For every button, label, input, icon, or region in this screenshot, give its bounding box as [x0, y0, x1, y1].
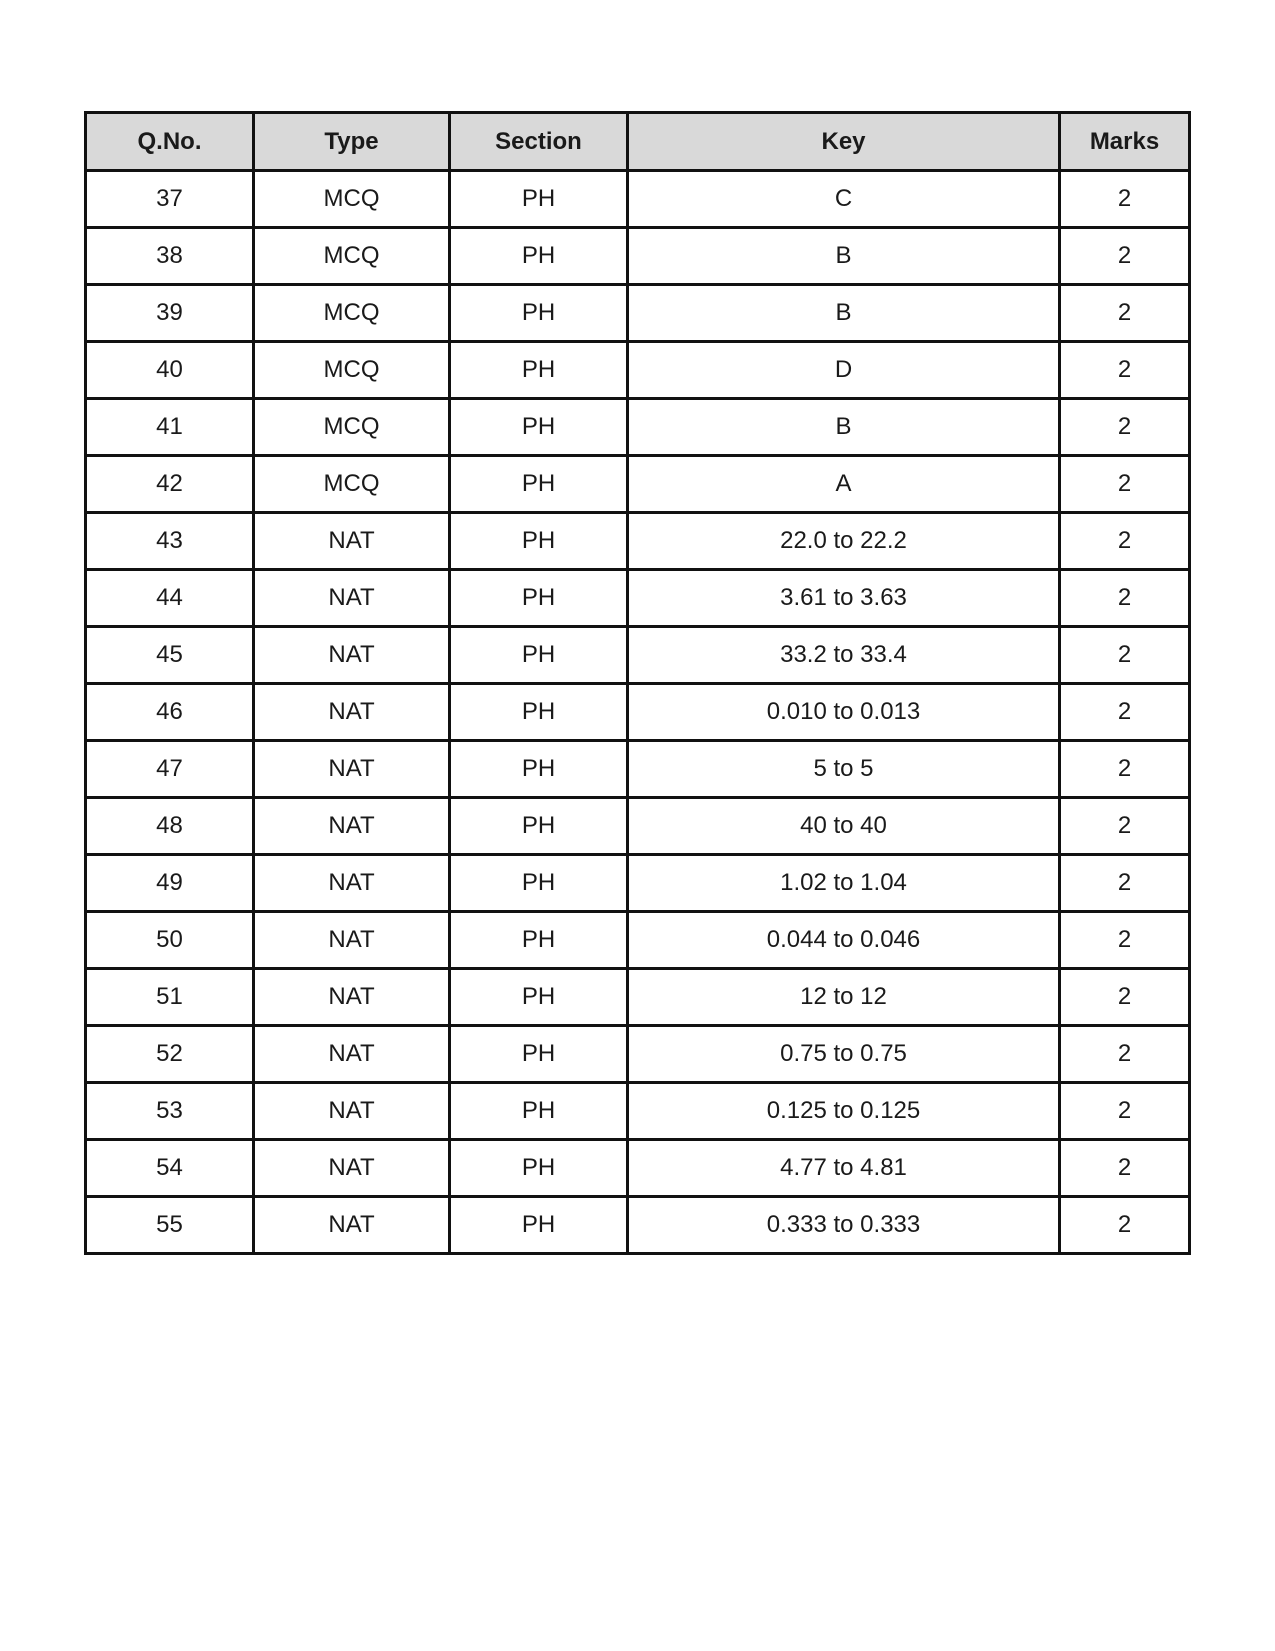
table-row [86, 228, 1190, 285]
cell-marks: 2 [1060, 399, 1190, 456]
cell-section: PH [450, 1140, 628, 1197]
cell-marks: 2 [1060, 342, 1190, 399]
answer-key-table [84, 111, 1191, 1255]
table-row [86, 1083, 1190, 1140]
table-row [86, 1026, 1190, 1083]
cell-qno: 55 [86, 1197, 254, 1254]
cell-marks: 2 [1060, 969, 1190, 1026]
cell-qno: 40 [86, 342, 254, 399]
cell-type: MCQ [254, 285, 450, 342]
cell-type: NAT [254, 570, 450, 627]
cell-key: 4.77 to 4.81 [628, 1140, 1060, 1197]
cell-qno: 46 [86, 684, 254, 741]
cell-marks: 2 [1060, 741, 1190, 798]
cell-type: MCQ [254, 228, 450, 285]
cell-key: 0.010 to 0.013 [628, 684, 1060, 741]
table-body [86, 171, 1190, 1254]
cell-marks: 2 [1060, 228, 1190, 285]
table-row [86, 1140, 1190, 1197]
cell-section: PH [450, 855, 628, 912]
cell-section: PH [450, 741, 628, 798]
cell-type: NAT [254, 627, 450, 684]
table-row [86, 912, 1190, 969]
header-section: Section [450, 113, 628, 171]
cell-section: PH [450, 456, 628, 513]
cell-marks: 2 [1060, 570, 1190, 627]
cell-marks: 2 [1060, 684, 1190, 741]
table-row [86, 798, 1190, 855]
cell-key: 0.333 to 0.333 [628, 1197, 1060, 1254]
cell-qno: 48 [86, 798, 254, 855]
cell-section: PH [450, 228, 628, 285]
cell-key: 40 to 40 [628, 798, 1060, 855]
cell-key: 0.044 to 0.046 [628, 912, 1060, 969]
header-type: Type [254, 113, 450, 171]
cell-qno: 50 [86, 912, 254, 969]
cell-marks: 2 [1060, 1026, 1190, 1083]
cell-marks: 2 [1060, 1083, 1190, 1140]
cell-marks: 2 [1060, 627, 1190, 684]
cell-qno: 52 [86, 1026, 254, 1083]
cell-key: 0.125 to 0.125 [628, 1083, 1060, 1140]
cell-qno: 41 [86, 399, 254, 456]
cell-marks: 2 [1060, 855, 1190, 912]
cell-qno: 38 [86, 228, 254, 285]
cell-marks: 2 [1060, 513, 1190, 570]
cell-qno: 39 [86, 285, 254, 342]
cell-type: MCQ [254, 171, 450, 228]
cell-section: PH [450, 171, 628, 228]
table-row [86, 342, 1190, 399]
cell-marks: 2 [1060, 912, 1190, 969]
cell-section: PH [450, 627, 628, 684]
cell-type: NAT [254, 969, 450, 1026]
cell-section: PH [450, 969, 628, 1026]
cell-type: NAT [254, 1083, 450, 1140]
header-marks: Marks [1060, 113, 1190, 171]
table-row [86, 171, 1190, 228]
cell-qno: 54 [86, 1140, 254, 1197]
cell-section: PH [450, 342, 628, 399]
cell-type: NAT [254, 798, 450, 855]
cell-marks: 2 [1060, 285, 1190, 342]
table-row [86, 285, 1190, 342]
cell-type: NAT [254, 513, 450, 570]
table-row [86, 969, 1190, 1026]
cell-key: C [628, 171, 1060, 228]
cell-qno: 43 [86, 513, 254, 570]
cell-key: B [628, 228, 1060, 285]
table-header [86, 113, 1190, 171]
cell-section: PH [450, 1083, 628, 1140]
cell-marks: 2 [1060, 1197, 1190, 1254]
cell-type: NAT [254, 912, 450, 969]
cell-key: 1.02 to 1.04 [628, 855, 1060, 912]
table-row [86, 570, 1190, 627]
cell-section: PH [450, 513, 628, 570]
cell-section: PH [450, 1197, 628, 1254]
table-row [86, 1197, 1190, 1254]
table-row [86, 456, 1190, 513]
cell-qno: 45 [86, 627, 254, 684]
cell-key: 3.61 to 3.63 [628, 570, 1060, 627]
cell-key: B [628, 285, 1060, 342]
cell-qno: 37 [86, 171, 254, 228]
cell-marks: 2 [1060, 798, 1190, 855]
table-row [86, 684, 1190, 741]
cell-marks: 2 [1060, 456, 1190, 513]
header-key: Key [628, 113, 1060, 171]
cell-key: 33.2 to 33.4 [628, 627, 1060, 684]
cell-type: NAT [254, 1197, 450, 1254]
cell-key: 22.0 to 22.2 [628, 513, 1060, 570]
cell-key: 5 to 5 [628, 741, 1060, 798]
cell-key: D [628, 342, 1060, 399]
cell-type: NAT [254, 1026, 450, 1083]
cell-section: PH [450, 1026, 628, 1083]
table-row [86, 741, 1190, 798]
cell-qno: 47 [86, 741, 254, 798]
table-row [86, 513, 1190, 570]
cell-type: MCQ [254, 342, 450, 399]
cell-section: PH [450, 912, 628, 969]
cell-key: 12 to 12 [628, 969, 1060, 1026]
cell-key: B [628, 399, 1060, 456]
cell-type: NAT [254, 1140, 450, 1197]
cell-qno: 44 [86, 570, 254, 627]
cell-section: PH [450, 570, 628, 627]
table-row [86, 399, 1190, 456]
cell-key: A [628, 456, 1060, 513]
cell-type: NAT [254, 684, 450, 741]
cell-qno: 53 [86, 1083, 254, 1140]
cell-qno: 49 [86, 855, 254, 912]
header-row [86, 113, 1190, 171]
cell-type: NAT [254, 855, 450, 912]
cell-type: NAT [254, 741, 450, 798]
cell-qno: 42 [86, 456, 254, 513]
header-qno: Q.No. [86, 113, 254, 171]
cell-type: MCQ [254, 399, 450, 456]
cell-key: 0.75 to 0.75 [628, 1026, 1060, 1083]
table-row [86, 855, 1190, 912]
cell-type: MCQ [254, 456, 450, 513]
table-row [86, 627, 1190, 684]
cell-section: PH [450, 399, 628, 456]
cell-section: PH [450, 684, 628, 741]
cell-marks: 2 [1060, 1140, 1190, 1197]
cell-section: PH [450, 285, 628, 342]
cell-section: PH [450, 798, 628, 855]
cell-qno: 51 [86, 969, 254, 1026]
cell-marks: 2 [1060, 171, 1190, 228]
